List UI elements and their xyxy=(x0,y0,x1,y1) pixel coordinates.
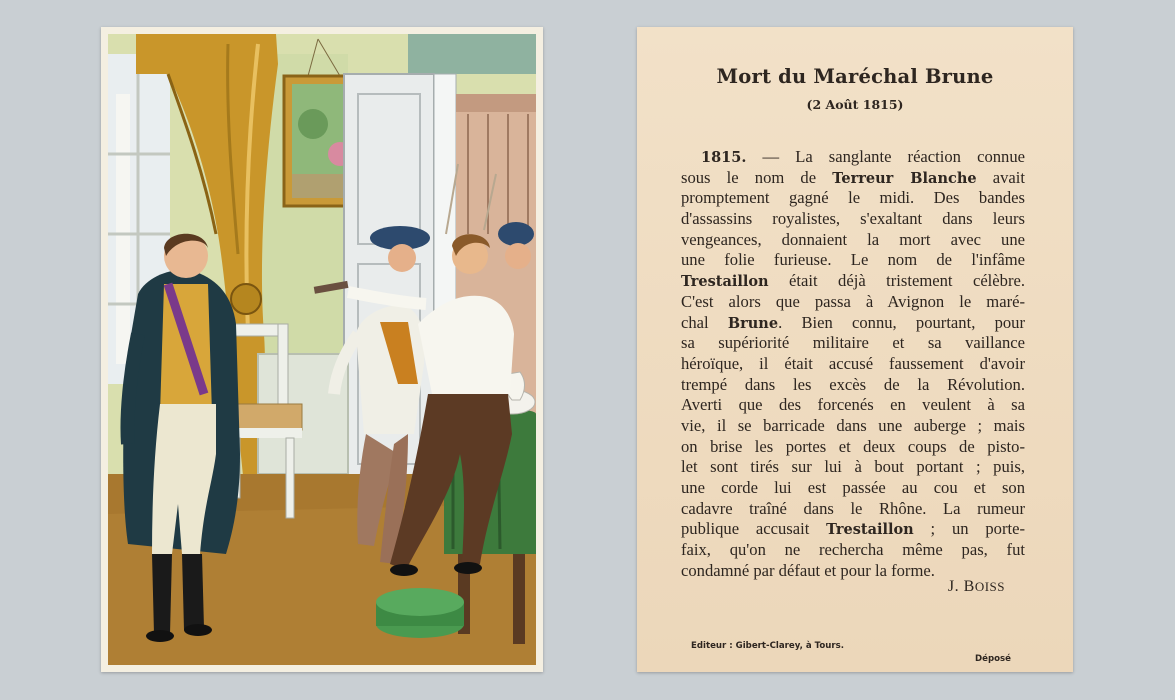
author-signature: J. BOISS xyxy=(947,578,1005,595)
text-line: d'assassins royalistes, s'exaltant dans leurs xyxy=(681,209,1025,229)
illustrated-card-front xyxy=(101,27,543,672)
text-line: publique accusait Trestaillon ; un porte- xyxy=(681,519,1025,539)
text-line: let sont tirés sur lui à bout portant ; puis, xyxy=(681,457,1025,477)
text-line: 1815. — La sanglante réaction connue xyxy=(701,147,1025,166)
text-line: on brise les portes et deux coups de pisto- xyxy=(681,436,1025,456)
text-line: condamné par défaut et pour la forme. xyxy=(681,560,935,580)
card-title: Mort du Maréchal Brune xyxy=(716,65,994,88)
text-line: sa supériorité militaire et sa vaillance xyxy=(681,333,1025,353)
text-line: une folie furieuse. Le nom de l'infâme xyxy=(681,250,1025,270)
depose-mark: Déposé xyxy=(975,654,1011,664)
text-line: vie, il se barricade dans une auberge ; mais xyxy=(681,415,1025,435)
text-line: faix, qu'on ne rechercha même pas, fut xyxy=(681,540,1025,560)
footstool xyxy=(376,588,464,638)
death-of-marshal-brune-illustration xyxy=(108,34,536,665)
card-body-text xyxy=(681,147,1025,581)
text-line: une corde lui est passée au cou et son xyxy=(681,478,1025,497)
card-date: (2 Août 1815) xyxy=(806,97,904,112)
text-line: trempé dans les excès de la Révolution. xyxy=(681,374,1025,394)
ceiling xyxy=(408,34,536,74)
text-line: Trestaillon était déjà tristement célèbre. xyxy=(681,271,1025,291)
text-line: C'est alors que passa à Avignon le maré- xyxy=(681,291,1025,311)
text-line: chal Brune. Bien connu, pourtant, pour xyxy=(681,312,1025,332)
text-line: vengeances, donnaient la mort avec une xyxy=(681,229,1025,249)
text-line: Averti que des forcenés en veulent à sa xyxy=(681,395,1025,415)
text-line: cadavre traîné dans le Rhône. La rumeur xyxy=(681,498,1025,518)
text-line: sous le nom de Terreur Blanche avait xyxy=(681,167,1025,187)
text-line: promptement gagné le midi. Des bandes xyxy=(681,188,1025,208)
text-line: héroïque, il était accusé faussement d'avoir xyxy=(681,353,1025,373)
publisher-line: Editeur : Gibert-Clarey, à Tours. xyxy=(691,641,845,651)
text-card-back xyxy=(637,27,1073,672)
